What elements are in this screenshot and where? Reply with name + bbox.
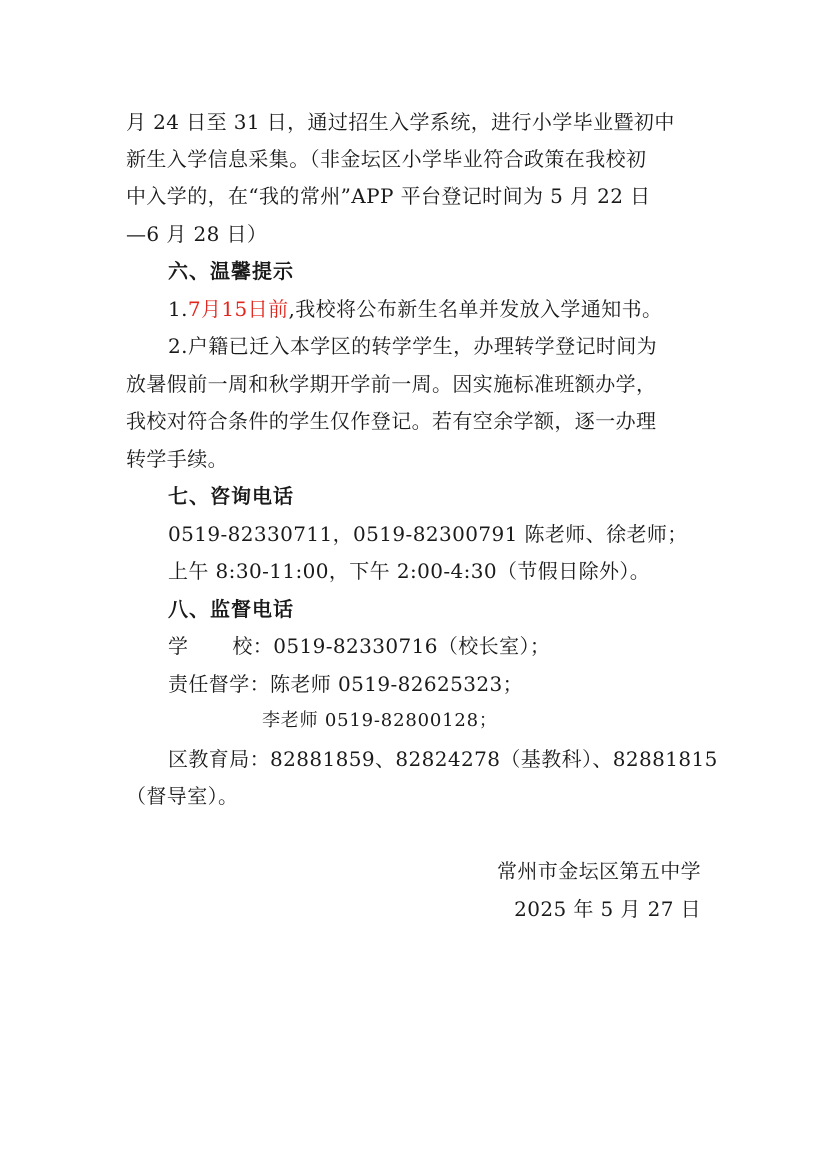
school-label-b: 校： — [232, 634, 274, 658]
paragraph-line: —6 月 28 日） — [126, 222, 268, 246]
consult-hours: 上午 8:30-11:00，下午 2:00-4:30（节假日除外）。 — [168, 559, 651, 583]
school-phone: 0519-82330716（校长室）； — [273, 634, 551, 658]
supervisor-1: 陈老师 0519-82625323； — [270, 672, 524, 696]
highlight-date: 7月15日前 — [187, 297, 289, 321]
bureau-line: （督导室）。 — [126, 784, 239, 808]
tip-item-1-prefix: 1. — [168, 297, 188, 321]
paragraph-line: 新生入学信息采集。（非金坛区小学毕业符合政策在我校初 — [126, 147, 647, 171]
tip-item-1-text: ,我校将公布新生名单并发放入学通知书。 — [288, 297, 663, 321]
section-heading-consult: 七、咨询电话 — [168, 484, 294, 508]
supervisor-2: 李老师 0519-82800128； — [262, 710, 498, 731]
signature-date: 2025 年 5 月 27 日 — [514, 897, 701, 921]
section-heading-tips: 六、温馨提示 — [168, 259, 294, 283]
tip-item-2-line: 我校对符合条件的学生仅作登记。若有空余学额，逐一办理 — [126, 409, 657, 433]
school-phone-line — [168, 634, 550, 658]
tip-item-2-line: 2.户籍已迁入本学区的转学学生，办理转学登记时间为 — [168, 334, 658, 358]
tip-item-1 — [168, 297, 662, 321]
supervisor-line — [168, 672, 523, 696]
section-heading-supervision: 八、监督电话 — [168, 597, 294, 621]
consult-phones: 0519-82330711，0519-82300791 陈老师、徐老师； — [168, 522, 688, 546]
supervisor-label: 责任督学： — [168, 672, 270, 696]
paragraph-line: 月 24 日至 31 日，通过招生入学系统，进行小学毕业暨初中 — [126, 110, 675, 134]
bureau-line: 区教育局：82881859、82824278（基教科）、82881815 — [168, 747, 718, 771]
paragraph-line: 中入学的，在“我的常州”APP 平台登记时间为 5 月 22 日 — [126, 184, 651, 208]
tip-item-2-line: 放暑假前一周和秋学期开学前一周。因实施标准班额办学， — [126, 372, 657, 396]
school-label-a: 学 — [168, 634, 189, 658]
signature-org: 常州市金坛区第五中学 — [497, 859, 701, 883]
tip-item-2-line: 转学手续。 — [126, 447, 228, 471]
